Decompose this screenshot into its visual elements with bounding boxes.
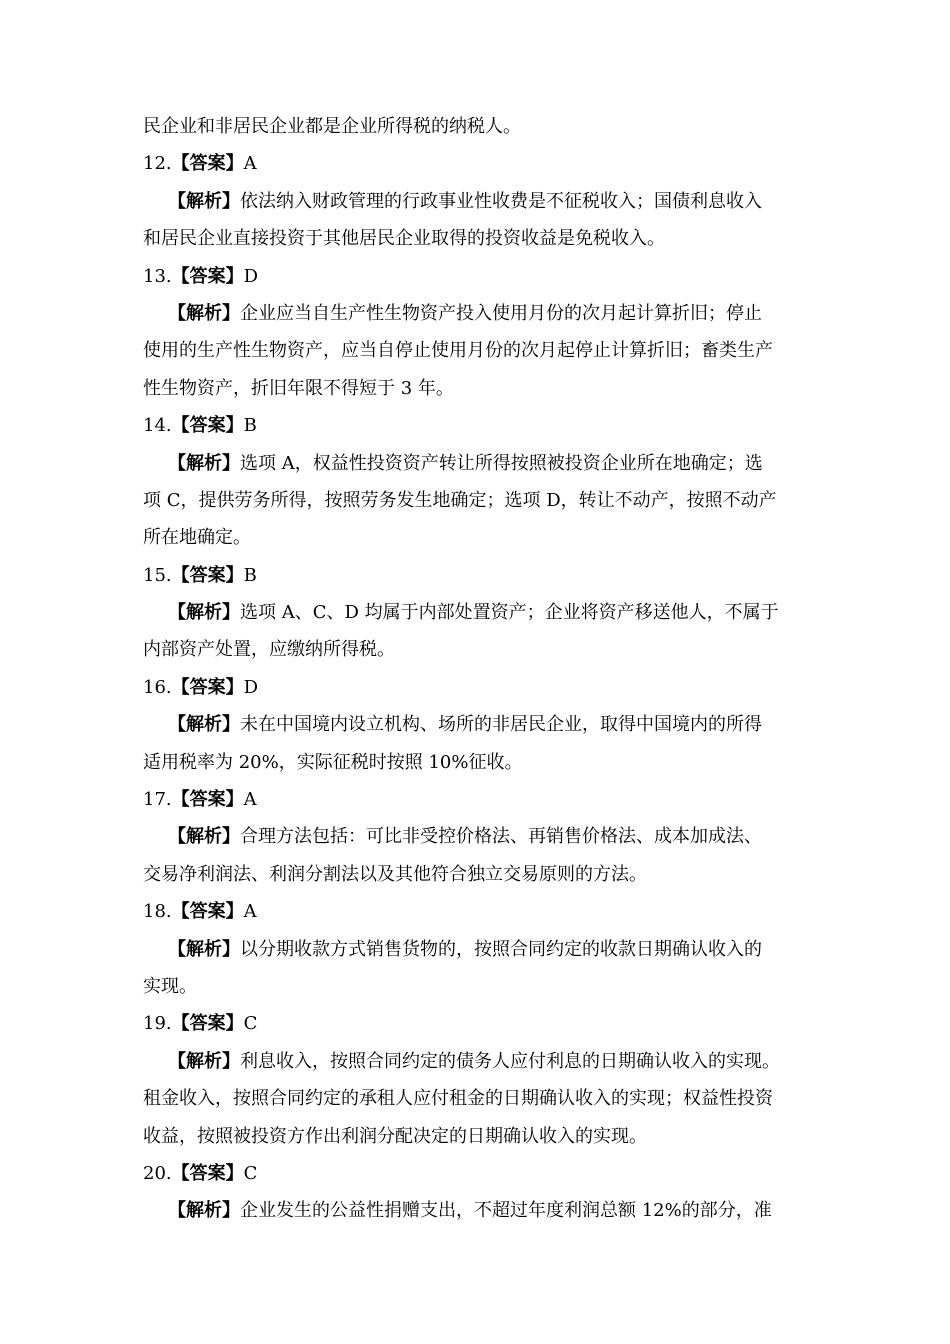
text-line: [0, 744, 950, 781]
line-content: [143, 557, 257, 594]
line-content: [143, 519, 251, 556]
line-content: [168, 818, 762, 855]
answer-value: B: [243, 564, 257, 586]
answer-value: A: [243, 901, 257, 923]
text-line: [0, 968, 950, 1005]
text-line: [0, 482, 950, 519]
question-number: 16.: [143, 676, 172, 698]
body-text: 民企业和非居民企业都是企业所得税的纳税人。: [143, 116, 521, 137]
line-content: [143, 1118, 647, 1155]
document-page: [0, 108, 950, 1230]
line-content: [143, 407, 257, 444]
analysis-label: 【解析】: [168, 452, 240, 474]
analysis-line: [0, 183, 950, 220]
body-text: 适用税率为 20%，实际征税时按照 10%征收。: [143, 751, 523, 773]
body-text: 内部资产处置，应缴纳所得税。: [143, 639, 395, 661]
analysis-label: 【解析】: [168, 1050, 240, 1072]
line-content: [168, 295, 762, 332]
question-number: 12.: [143, 153, 172, 175]
body-text: 企业应当自生产性生物资产投入使用月份的次月起计算折旧；停止: [240, 302, 762, 324]
line-content: [168, 1192, 772, 1229]
question-number: 19.: [143, 1013, 172, 1035]
body-text: 利息收入，按照合同约定的债务人应付利息的日期确认收入的实现。: [240, 1050, 780, 1072]
line-content: [143, 1080, 773, 1117]
question-number: 17.: [143, 789, 172, 811]
body-text: 以分期收款方式销售货物的，按照合同约定的收款日期确认收入的: [240, 938, 762, 960]
line-content: [143, 332, 773, 369]
answer-line: [0, 893, 950, 930]
body-text: 实现。: [143, 975, 197, 997]
answer-label: 【答案】: [171, 415, 244, 437]
question-number: 13.: [143, 265, 172, 287]
body-text: 选项 A，权益性投资资产转让所得按照被投资企业所在地确定；选: [240, 452, 763, 474]
line-content: [143, 893, 257, 930]
analysis-line: [0, 445, 950, 482]
line-content: [143, 856, 647, 893]
answer-line: [0, 557, 950, 594]
answer-label: 【答案】: [171, 564, 244, 586]
answer-line: [0, 781, 950, 818]
analysis-line: [0, 1043, 950, 1080]
body-text: 使用的生产性生物资产，应当自停止使用月份的次月起停止计算折旧；畜类生产: [143, 340, 773, 362]
line-content: [143, 744, 522, 781]
body-text: 选项 A、C、D 均属于内部处置资产；企业将资产移送他人，不属于: [240, 602, 779, 624]
answer-value: A: [243, 153, 257, 175]
question-number: 20.: [143, 1162, 172, 1184]
analysis-line: [0, 295, 950, 332]
answer-line: [0, 258, 950, 295]
analysis-line: [0, 706, 950, 743]
analysis-label: 【解析】: [168, 826, 240, 848]
line-content: [143, 145, 257, 182]
answer-line: [0, 1155, 950, 1192]
body-text: 项 C，提供劳务所得，按照劳务发生地确定；选项 D，转让不动产，按照不动产: [143, 489, 777, 511]
answer-value: A: [243, 789, 257, 811]
analysis-label: 【解析】: [168, 190, 240, 212]
text-line: [0, 519, 950, 556]
answer-value: D: [243, 676, 259, 698]
line-content: [168, 183, 762, 220]
answer-label: 【答案】: [171, 265, 244, 287]
question-number: 14.: [143, 415, 172, 437]
answer-label: 【答案】: [171, 901, 244, 923]
answer-value: B: [243, 415, 257, 437]
text-line: [0, 370, 950, 407]
analysis-label: 【解析】: [168, 1200, 240, 1222]
line-content: [168, 1043, 780, 1080]
answer-value: C: [243, 1162, 258, 1184]
line-content: [143, 108, 521, 145]
text-line: [0, 220, 950, 257]
line-content: [168, 706, 762, 743]
analysis-line: [0, 818, 950, 855]
text-line: [0, 332, 950, 369]
body-text: 所在地确定。: [143, 527, 251, 549]
line-content: [143, 220, 665, 257]
line-content: [143, 482, 777, 519]
line-content: [168, 445, 763, 482]
question-number: 15.: [143, 564, 172, 586]
answer-line: [0, 669, 950, 706]
text-line: [0, 1118, 950, 1155]
analysis-line: [0, 931, 950, 968]
body-text: 性生物资产，折旧年限不得短于 3 年。: [143, 377, 454, 399]
answer-label: 【答案】: [171, 676, 244, 698]
analysis-label: 【解析】: [168, 302, 240, 324]
line-content: [168, 931, 762, 968]
analysis-label: 【解析】: [168, 602, 240, 624]
line-content: [143, 631, 395, 668]
analysis-line: [0, 1192, 950, 1229]
answer-line: [0, 145, 950, 182]
line-content: [143, 669, 258, 706]
body-text: 交易净利润法、利润分割法以及其他符合独立交易原则的方法。: [143, 863, 647, 885]
answer-value: D: [243, 265, 259, 287]
answer-line: [0, 407, 950, 444]
body-text: 未在中国境内设立机构、场所的非居民企业，取得中国境内的所得: [240, 714, 762, 736]
text-line: [0, 631, 950, 668]
line-content: [143, 1155, 257, 1192]
line-content: [168, 594, 779, 631]
body-text: 租金收入，按照合同约定的承租人应付租金的日期确认收入的实现；权益性投资: [143, 1088, 773, 1110]
body-text: 依法纳入财政管理的行政事业性收费是不征税收入；国债利息收入: [240, 190, 762, 212]
line-content: [143, 1005, 257, 1042]
line-content: [143, 258, 258, 295]
analysis-label: 【解析】: [168, 714, 240, 736]
line-content: [143, 968, 197, 1005]
answer-value: C: [243, 1013, 258, 1035]
answer-line: [0, 1005, 950, 1042]
question-number: 18.: [143, 901, 172, 923]
text-line: [0, 108, 950, 145]
line-content: [143, 781, 257, 818]
analysis-label: 【解析】: [168, 938, 240, 960]
body-text: 收益，按照被投资方作出利润分配决定的日期确认收入的实现。: [143, 1125, 647, 1147]
text-line: [0, 1080, 950, 1117]
body-text: 企业发生的公益性捐赠支出，不超过年度利润总额 12%的部分，准: [240, 1200, 772, 1222]
answer-label: 【答案】: [171, 153, 244, 175]
body-text: 合理方法包括：可比非受控价格法、再销售价格法、成本加成法、: [240, 826, 762, 848]
body-text: 和居民企业直接投资于其他居民企业取得的投资收益是免税收入。: [143, 228, 665, 250]
answer-label: 【答案】: [171, 789, 244, 811]
answer-label: 【答案】: [171, 1162, 244, 1184]
answer-label: 【答案】: [171, 1013, 244, 1035]
analysis-line: [0, 594, 950, 631]
text-line: [0, 856, 950, 893]
line-content: [143, 370, 454, 407]
